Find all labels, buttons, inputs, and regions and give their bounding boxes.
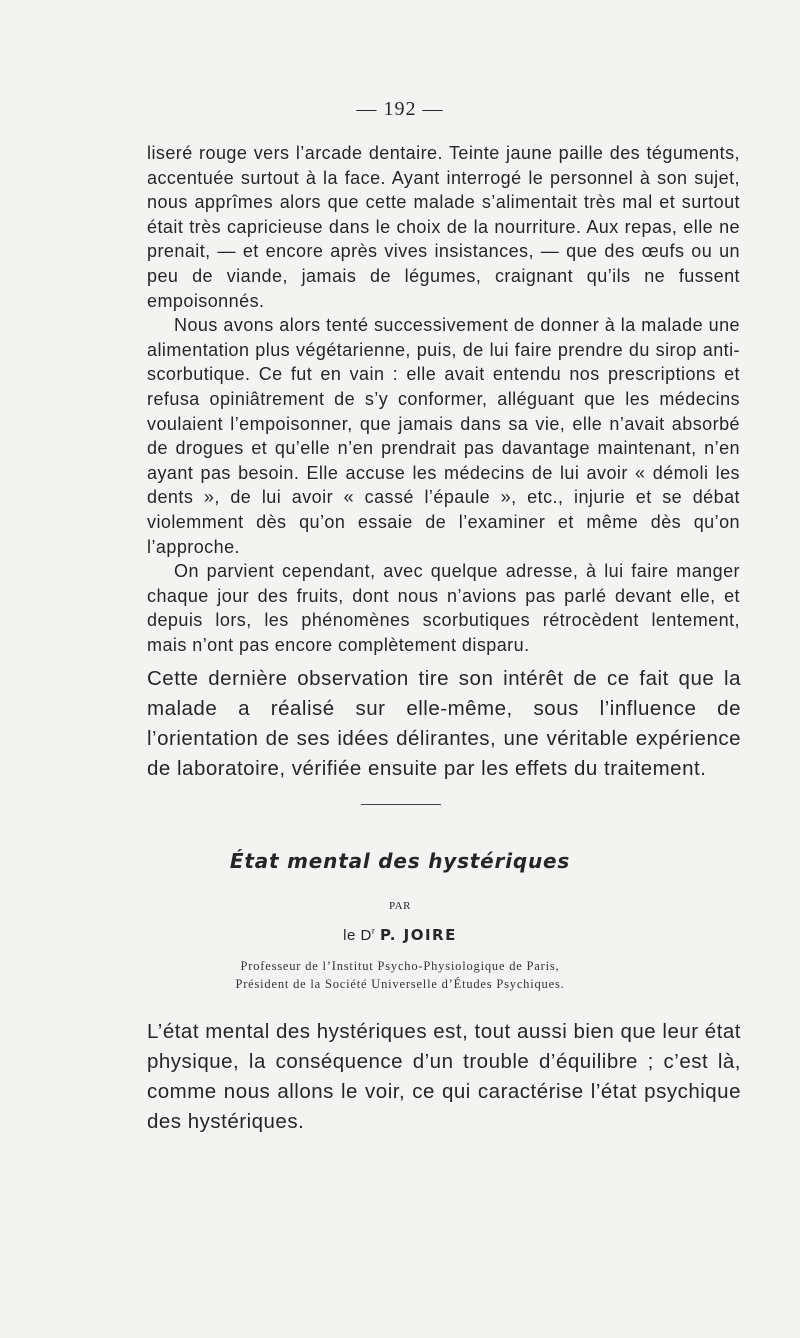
page-number: — 192 — [356,98,444,120]
author-line [0,926,800,944]
article-title: État mental des hystériques [229,849,571,873]
author-affiliation-2: Président de la Société Universelle d’Études Psychiques. [235,977,565,991]
paragraph-intro: L’état mental des hystériques est, tout aussi bien que leur état physique, la conséquence d’un trouble d’équilibre ; c’est là, comme nous allons le voir, ce qui caractérise l’état psychique des hystériques. [147,1020,741,1133]
author-prefix: le D [343,927,372,944]
section-divider [361,804,441,805]
paragraph-observation: Cette dernière observation tire son intérêt de ce fait que la malade a réalisé sur elle-même, sous l’influence de l’orientation de ses idées délirantes, une véritable expérience de laboratoire, vérifiée ensuite par les effets du traitement. [147,667,741,780]
author-prefix-sup: r [371,926,376,936]
author-name: P. JOIRE [379,926,457,944]
byline-par: PAR [389,900,411,912]
author-affiliation-1: Professeur de l’Institut Psycho-Physiologique de Paris, [240,959,560,973]
paragraph-treatment: Nous avons alors tenté successivement de donner à la malade une alimentation plus végétarienne, puis, de lui faire prendre du sirop anti-scorbutique. Ce fut en vain : elle avait entendu nos prescriptions et refusa opiniâtrement de s’y conformer, alléguant que les médecins voulaient l’empoisonner, que jamais dans sa vie, elle n’avait absorbé de drogues et qu’elle n’en prendrait pas davantage maintenant, n’en ayant pas besoin. Elle accuse les médecins de lui avoir « démoli les dents », de lui avoir « cassé l’épaule », etc., injurie et se débat violemment dès qu’on essaie de l’examiner et même dès qu’on l’approche. [147,315,740,557]
text-block-top [147,141,740,657]
paragraph-fruits: On parvient cependant, avec quelque adresse, à lui faire manger chaque jour des fruits, dont nous n’avions pas parlé devant elle, et depuis lors, les phénomènes scorbutiques rétrocèdent lentement, mais n’ont pas encore complètement disparu. [147,561,740,655]
paragraph-continuation: liseré rouge vers l’arcade dentaire. Teinte jaune paille des téguments, accentuée surtout à la face. Ayant interrogé le personnel à son sujet, nous apprîmes alors que cette malade s’alimentait très mal et surtout était très capricieuse dans le choix de la nourriture. Aux repas, elle ne prenait, — et encore après vives insistances, — que des œufs ou un peu de viande, jamais de légumes, craignant qu’ils ne fussent empoisonnés. [147,143,740,311]
